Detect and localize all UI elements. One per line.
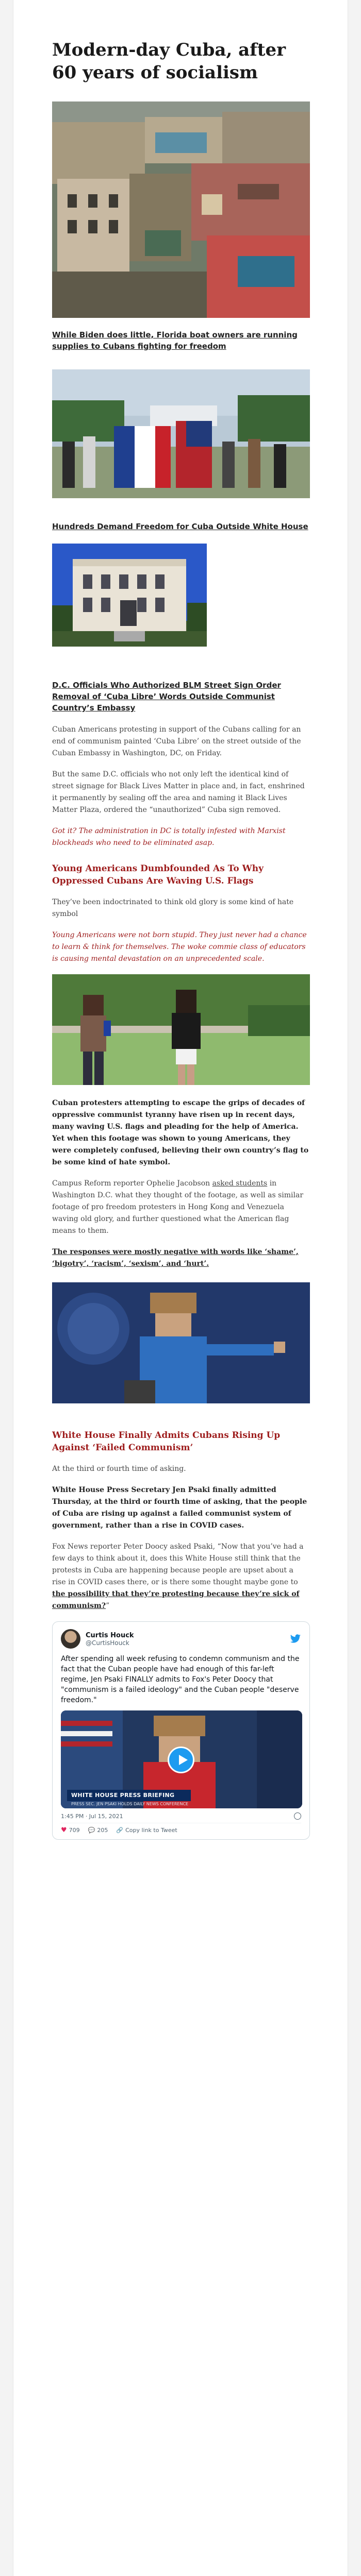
responses-link[interactable]: The responses were mostly negative with words like ‘shame’, ‘bigotry’, ‘racism’, ‘sexism’, and ‘hurt’. [52,1248,299,1268]
boat-supplies-link[interactable]: While Biden does little, Florida boat owners are running supplies to Cubans fighting for freedom [52,330,298,351]
dc-officials-link[interactable]: D.C. Officials Who Authorized BLM Street Sign Order Removal of ‘Cuba Libre’ Words Outside Communist Country’s Embassy [52,681,281,713]
video-subtitle: PRESS SEC. JEN PSAKI HOLDS DAILY NEWS CONFERENCE [71,1802,189,1806]
havana-rooftops-image [52,101,310,318]
tweet-author-handle[interactable]: @CurtisHouck [86,1639,129,1647]
white-house-admits-heading: White House Finally Admits Cubans Rising Up Against ‘Failed Communism’ [52,1430,281,1453]
editor-note-2: Young Americans were not born stupid. They just never had a chance to learn & think for themselves. The woke commie class of educators is causing mental devastation on an unprecedented scale. [52,931,307,963]
blm-plaza-paragraph: But the same D.C. officials who not only left the identical kind of street signage for Black Lives Matter in place and, in fact, enshrined it permanently by sealing off the area and naming it Black Lives Matter Plaza, ordered the “unauthorized” Cuba sign removed. [52,770,305,814]
video-banner: WHITE HOUSE PRESS BRIEFING [67,1790,191,1801]
cuban-embassy-image [52,544,207,647]
article-page [13,0,348,2576]
like-count: 709 [69,1827,80,1834]
responses-paragraph [52,1246,309,1270]
third-time-paragraph: At the third or fourth time of asking. [52,1465,186,1473]
sick-of-communism-link[interactable]: the possibility that they’re protesting because they’re sick of communism? [52,1590,300,1610]
copy-link-action[interactable] [116,1827,177,1834]
campus-interview-image [52,974,310,1085]
like-action[interactable] [61,1826,80,1834]
reply-action[interactable] [88,1827,108,1834]
press-secretary-image [52,1282,310,1403]
indoctrinated-paragraph: They’ve been indoctrinated to think old glory is some kind of hate symbol [52,898,294,918]
asked-students-link[interactable]: asked students [212,1179,268,1188]
info-icon[interactable] [294,1812,301,1820]
play-icon[interactable] [168,1747,194,1773]
editor-note-1: Got it? The administration in DC is totally infested with Marxist blockheads who need to be eliminated asap. [52,827,286,847]
cuban-protesters-paragraph: Cuban protesters attempting to escape the grips of decades of oppressive communist tyranny have risen up in recent days, many waving U.S. flags and pleading for the help of America. Yet when this footage was shown to young Americans, they were completely confused, believing their own country’s flag to be some kind of hate symbol. [52,1099,309,1166]
article-title: Modern-day Cuba, after 60 years of socialism [52,40,286,83]
tweet-timestamp[interactable]: 1:45 PM · Jul 15, 2021 [61,1812,123,1820]
young-americans-heading: Young Americans Dumbfounded As To Why Oppressed Cubans Are Waving U.S. Flags [52,863,264,886]
tweet-author-name[interactable]: Curtis Houck [86,1631,134,1639]
tweet-text: After spending all week refusing to condemn communism and the fact that the Cuban people have had enough of this far-left regime, Jen Psaki FINALLY admits to Fox's Peter Doocy that "communism is a failed ideology" and the Cuban people "deserve freedom." [61,1655,300,1704]
tweet-actions [61,1823,301,1834]
tweet-video[interactable] [61,1710,302,1808]
campus-reform-paragraph: Campus Reform reporter Ophelie Jacobson asked students in Washington D.C. what they thought of the footage, as well as similar footage of pro freedom protesters in Hong Kong and Venezuela waving old glory, and further questioned what the American flag means to them. [52,1179,304,1235]
white-house-demand-link[interactable]: Hundreds Demand Freedom for Cuba Outside White House [52,522,308,531]
protest-flags-image [52,369,310,498]
tweet-header [61,1629,301,1649]
tweet-meta [61,1812,301,1820]
reply-icon[interactable]: 💬 [88,1827,95,1834]
psaki-admits-paragraph: White House Press Secretary Jen Psaki finally admitted Thursday, at the third or fourth time of asking, that the people of Cuba are rising up against a failed communist system of government, rather than a rise in COVID cases. [52,1486,307,1530]
twitter-bird-icon[interactable] [290,1634,301,1643]
embedded-tweet[interactable] [52,1621,310,1840]
heart-icon[interactable]: ♥ [61,1826,67,1834]
link-icon[interactable]: 🔗 [116,1827,124,1834]
copy-link-label: Copy link to Tweet [125,1827,177,1834]
reply-count: 205 [97,1827,108,1834]
doocy-question-paragraph: Fox News reporter Peter Doocy asked Psaki, “Now that you’ve had a few days to think about it, does this White House still think that the protests in Cuba are happening because people are upset about a rise in COVID cases there, or is there some thought maybe gone to the possibility that they’re protesting because they’re sick of communism?” [52,1543,304,1610]
avatar[interactable] [61,1629,80,1649]
cuba-libre-paragraph: Cuban Americans protesting in support of the Cubans calling for an end of communism painted ‘Cuba Libre’ on the street outside of the Cuban Embassy in Washington, DC, on Friday. [52,725,301,757]
